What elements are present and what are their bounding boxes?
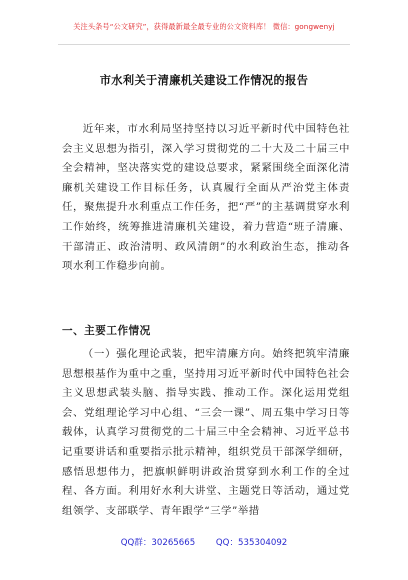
footer-contacts xyxy=(0,536,408,548)
section-paragraph-block xyxy=(62,345,350,521)
header-note: 关注头条号“公文研究”，获得最新最全最专业的公文资料库！ 微信：gongwenyj xyxy=(73,22,335,31)
intro-paragraph-block xyxy=(62,120,350,277)
footer-qq-group: QQ群：30265665 xyxy=(120,538,196,548)
intro-paragraph: 近年来，市水利局坚持坚持以习近平新时代中国特色社会主义思想为指引，深入学习贯彻党的二十大及二十届三中全会精神，坚决落实党的建设总要求，紧紧围绕全面深化清廉机关建设工作目标任务，认真履行全面从严治党主体责任，聚焦提升水利重点工作任务，把“严”的主基调贯穿水利工作始终，统筹推进清廉机关建设，着力营造“班子清廉、干部清正、政治清明、政风清朗”的水利政治生态，推动各项水利工作稳步向前。 xyxy=(62,123,350,273)
section-paragraph: （一）强化理论武装，把牢清廉方向。始终把筑牢清廉思想根基作为重中之重，坚持用习近平新时代中国特色社会主义思想武装头脑、指导实践、推动工作。深化运用党组会、党组理论学习中心组、“三会一课”、周五集中学习日等载体，认真学习贯彻党的二十届三中全会精神、习近平总书记重要讲话和重要指示批示精神，组织党员干部深学细研，感悟思想伟力，把旗帜鲜明讲政治贯穿到水利工作的全过程、各方面。利用好水利大讲堂、主题党日等活动，通过党组领学、支部联学、青年跟学“三学”举措 xyxy=(62,348,350,517)
footer-qq: QQ：535304092 xyxy=(215,538,288,548)
header-divider xyxy=(58,44,350,45)
section-heading: 一、主要工作情况 xyxy=(62,325,151,337)
document-title: 市水利关于清廉机关建设工作情况的报告 xyxy=(99,74,309,87)
